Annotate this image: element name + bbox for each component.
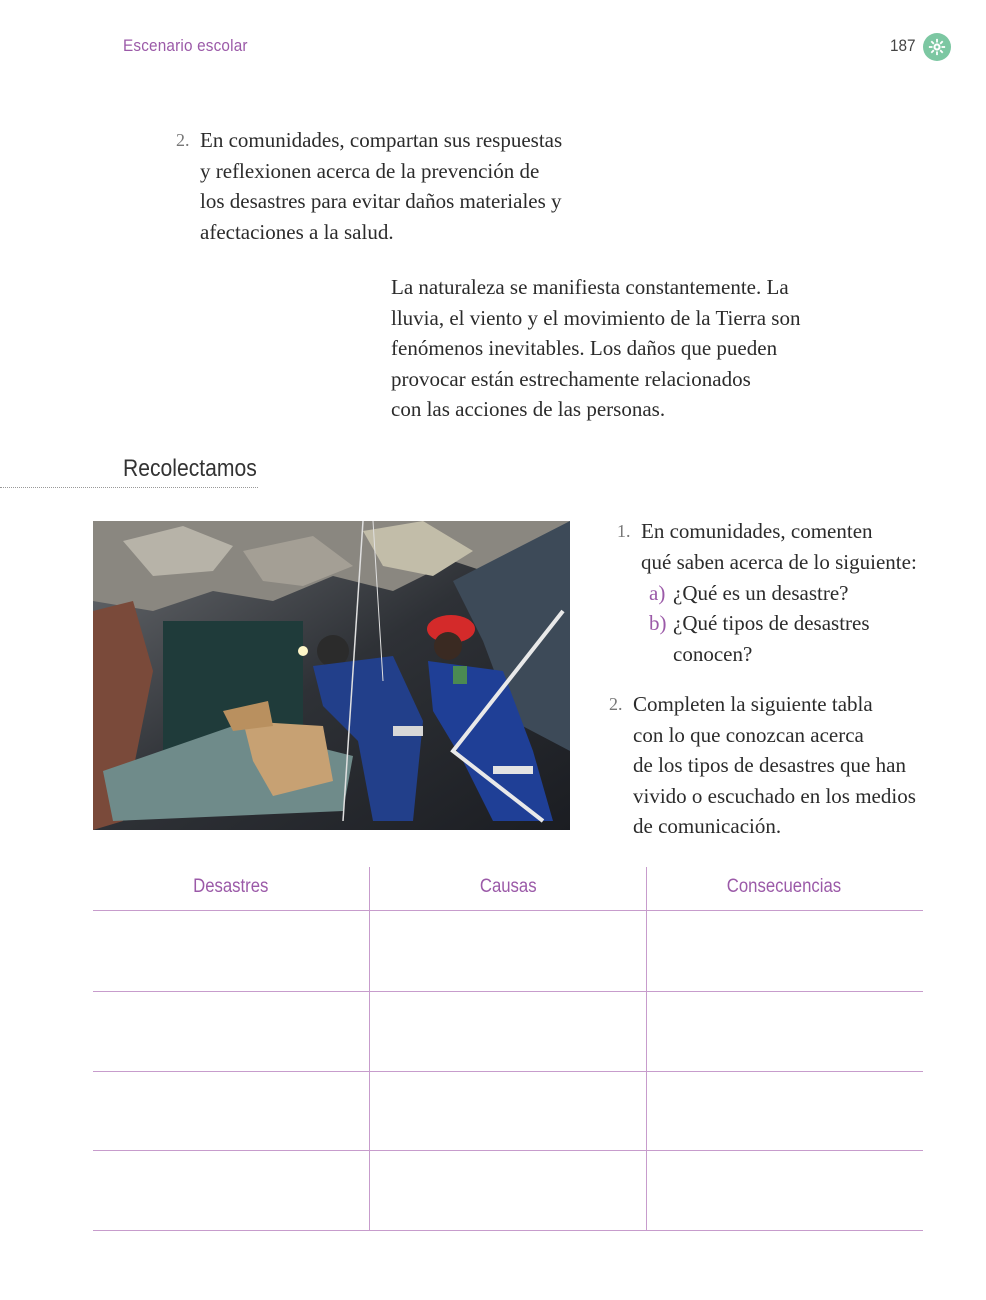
subitem-b xyxy=(649,608,933,669)
text-line: de los tipos de desastres que han xyxy=(633,753,906,777)
text-line: En comunidades, compartan sus respuestas xyxy=(200,128,563,152)
disasters-table xyxy=(93,867,923,1231)
text-line: fenómenos inevitables. Los daños que pueden xyxy=(391,336,778,360)
section-header: Escenario escolar xyxy=(123,36,248,55)
table-row-divider xyxy=(93,1230,923,1231)
text-line: conocen? xyxy=(673,641,753,666)
table-cell[interactable] xyxy=(370,911,646,989)
text-line: Completen la siguiente tabla xyxy=(633,692,873,716)
text-line: con lo que conozcan acerca xyxy=(633,722,864,747)
text-line: lluvia, el viento y el movimiento de la Tierra son xyxy=(391,305,801,330)
table-cell[interactable] xyxy=(647,992,923,1070)
question-number: 2. xyxy=(609,694,623,714)
table-cell[interactable] xyxy=(647,911,923,989)
table-cell[interactable] xyxy=(370,1151,646,1229)
table-header-causas: Causas xyxy=(479,876,537,897)
table-cell[interactable] xyxy=(370,992,646,1070)
section-title: Recolectamos xyxy=(123,455,257,482)
section-divider xyxy=(0,487,258,488)
subitem-letter: a) xyxy=(649,581,666,605)
text-line: En comunidades, comenten xyxy=(641,519,873,543)
subitem-a xyxy=(649,578,933,609)
subitem-letter: b) xyxy=(649,611,667,635)
page-number: 187 xyxy=(890,36,916,55)
text-line: y reflexionen acerca de la prevención de xyxy=(200,158,540,183)
question-1 xyxy=(617,516,941,577)
text-line: ¿Qué es un desastre? xyxy=(673,581,849,605)
table-cell[interactable] xyxy=(647,1151,923,1229)
table-cell[interactable] xyxy=(93,1151,369,1229)
question-number: 1. xyxy=(617,521,631,541)
text-line: qué saben acerca de lo siguiente: xyxy=(641,549,917,574)
table-cell[interactable] xyxy=(93,1072,369,1150)
text-line: provocar están estrechamente relacionados xyxy=(391,366,751,391)
table-cell[interactable] xyxy=(647,1072,923,1150)
question-2 xyxy=(609,689,943,842)
intro-question xyxy=(176,125,600,247)
table-header-desastres: Desastres xyxy=(193,876,269,897)
text-line: de comunicación. xyxy=(633,814,782,838)
table-cell[interactable] xyxy=(370,1072,646,1150)
table-header-consecuencias: Consecuencias xyxy=(726,876,842,897)
nature-note xyxy=(391,272,831,425)
gear-icon xyxy=(923,33,951,61)
table-cell[interactable] xyxy=(93,992,369,1070)
text-line: afectaciones a la salud. xyxy=(200,219,394,244)
text-line: vivido o escuchado en los medios xyxy=(633,783,916,808)
text-line: los desastres para evitar daños materiales y xyxy=(200,189,562,213)
table-cell[interactable] xyxy=(93,911,369,989)
text-line: La naturaleza se manifiesta constantemente. La xyxy=(391,275,789,299)
question-number: 2. xyxy=(176,130,190,150)
rescue-photo xyxy=(93,521,570,830)
text-line: ¿Qué tipos de desastres xyxy=(673,611,870,635)
text-line: con las acciones de las personas. xyxy=(391,397,666,421)
